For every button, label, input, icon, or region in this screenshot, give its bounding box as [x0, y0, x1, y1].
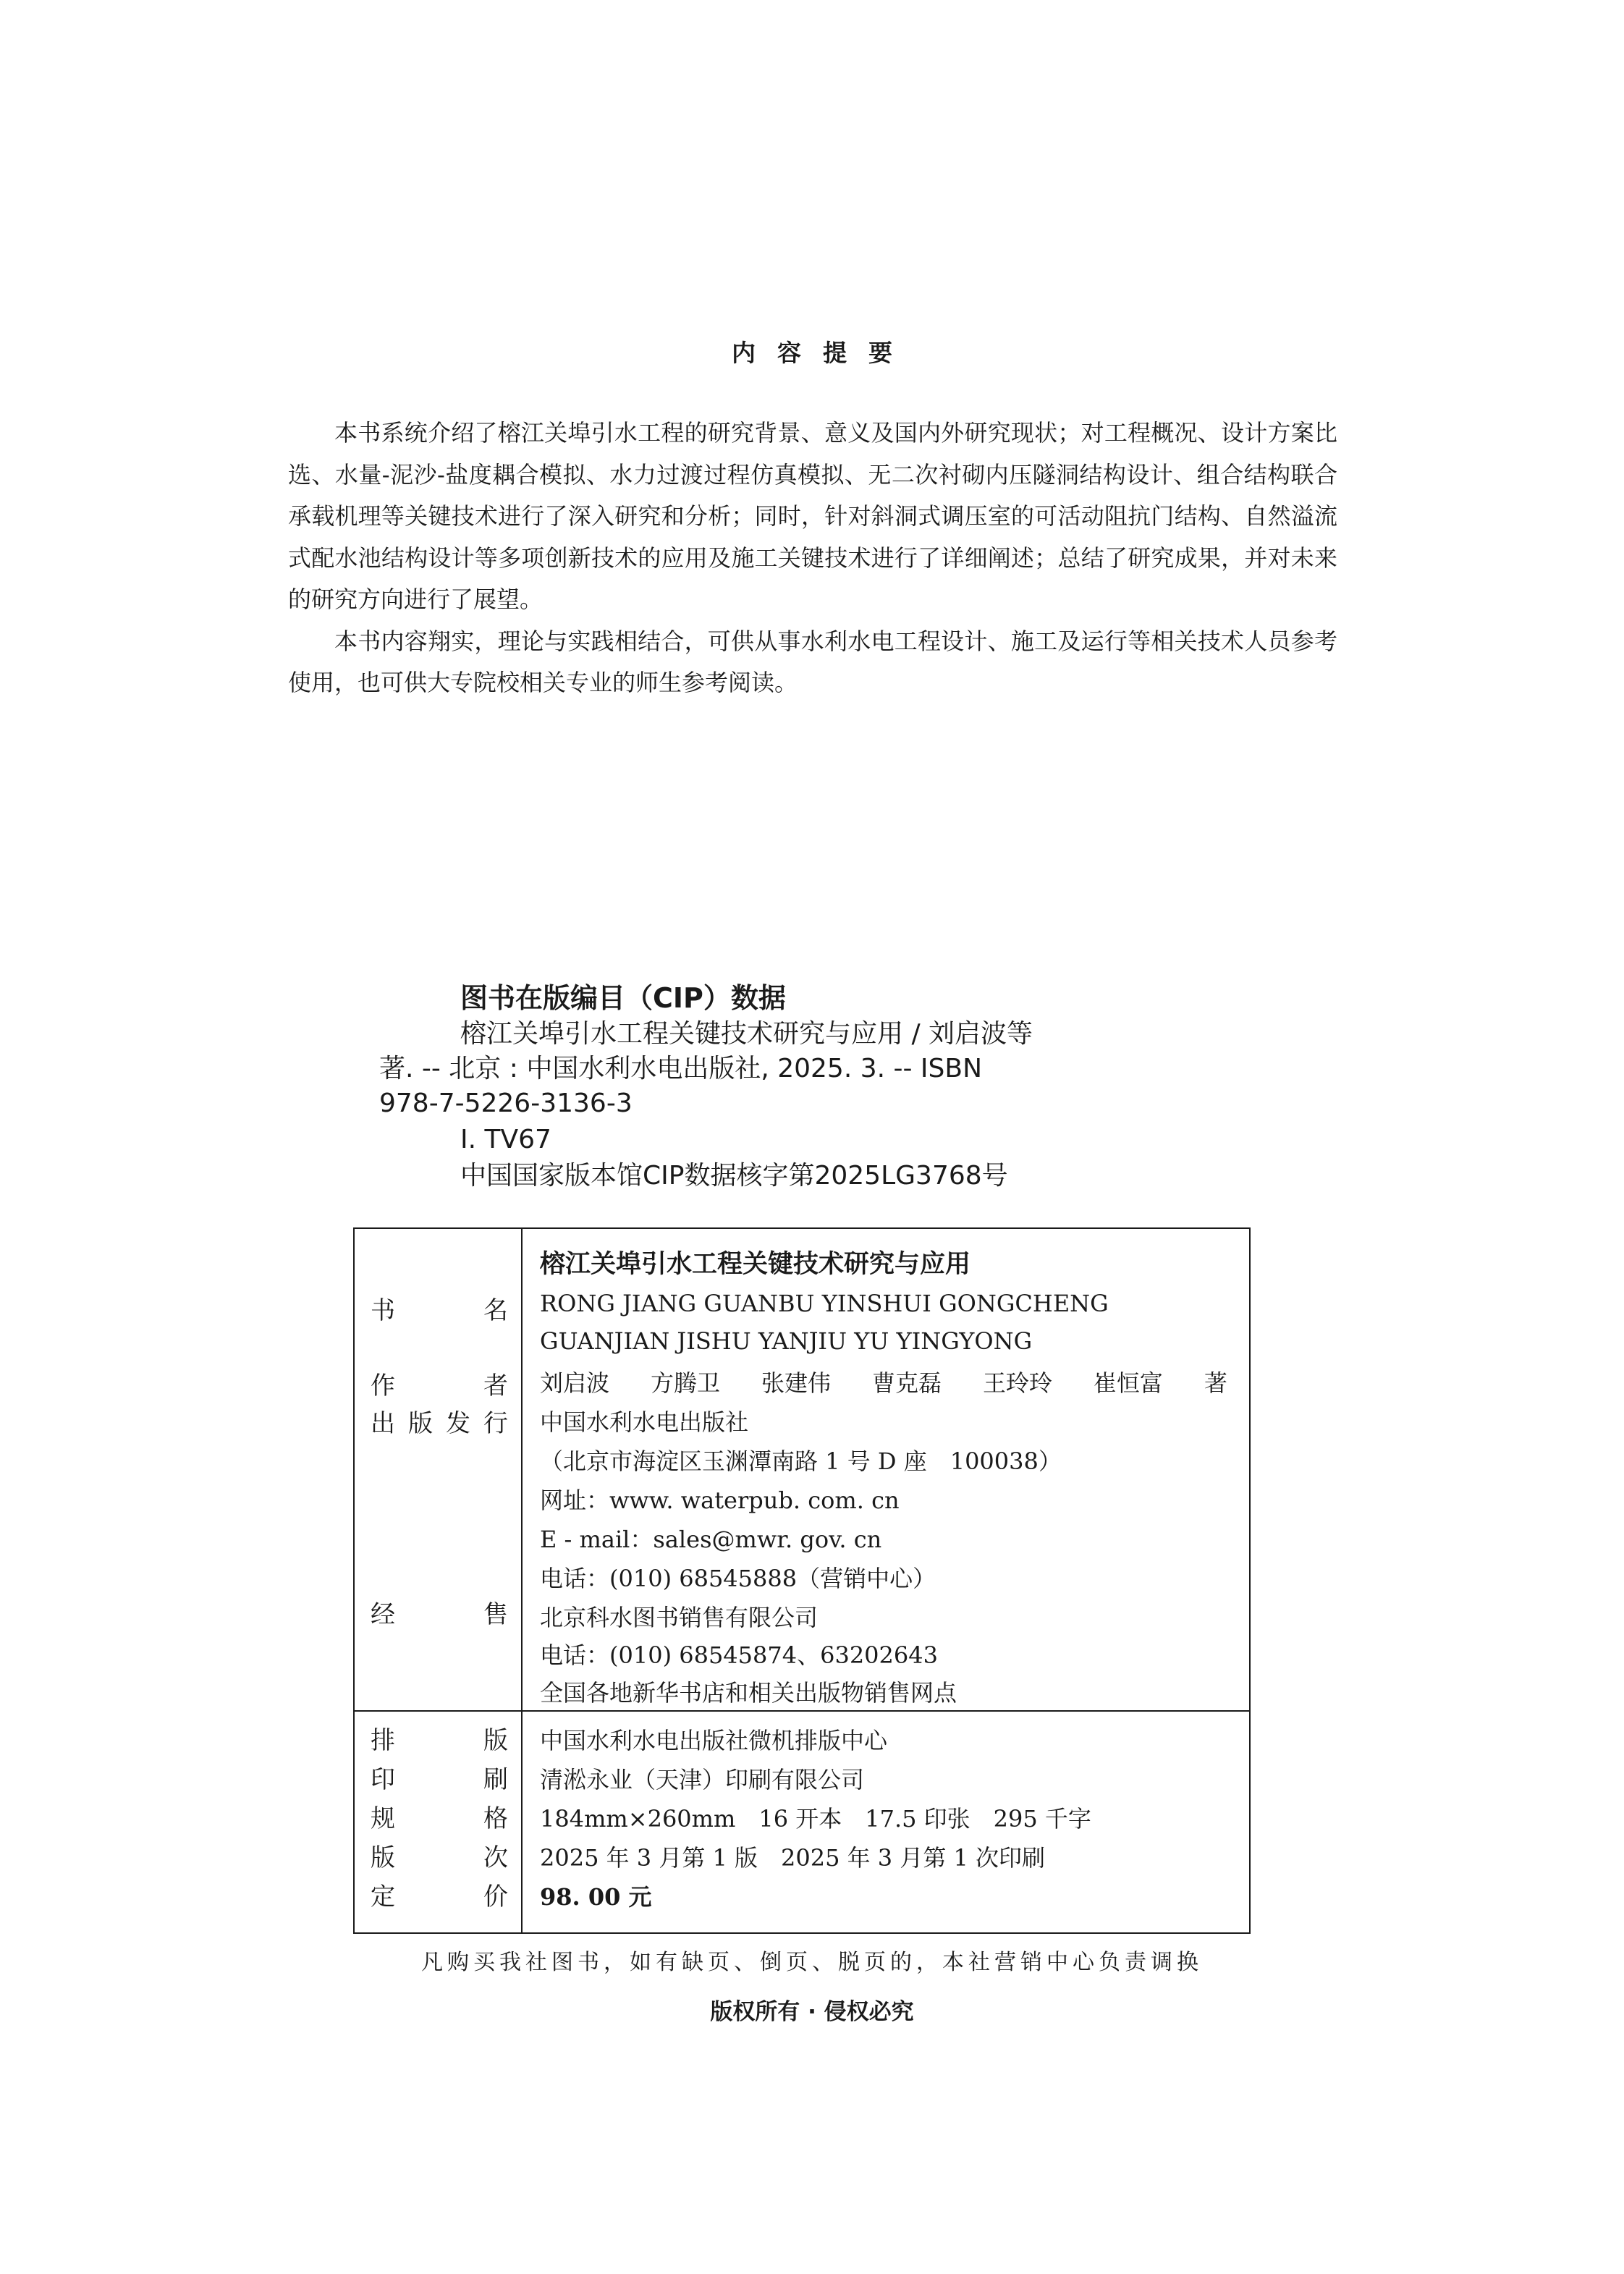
label-char: 作 — [371, 1371, 395, 1400]
label-char: 格 — [483, 1804, 508, 1833]
author-name: 张建伟 — [761, 1369, 831, 1397]
author-suffix: 著 — [1204, 1369, 1227, 1397]
label-char: 价 — [483, 1882, 508, 1911]
seller-label — [371, 1595, 508, 1634]
label-char: 印 — [371, 1765, 395, 1794]
spec-value: 184mm×260mm 16 开本 17.5 印张 295 千字 — [540, 1805, 1091, 1833]
seller-phone: 电话：(010) 68545874、63202643 — [540, 1641, 938, 1669]
label-char: 版 — [408, 1409, 433, 1438]
cip-line-5: 中国国家版本馆CIP数据核字第2025LG3768号 — [460, 1161, 1008, 1191]
publisher-label — [371, 1404, 508, 1443]
label-char: 版 — [371, 1843, 395, 1872]
publisher-email: E - mail：sales@mwr. gov. cn — [540, 1526, 882, 1553]
book-name-label — [371, 1291, 508, 1330]
copyright-table — [353, 1227, 1251, 1934]
seller-network: 全国各地新华书店和相关出版物销售网点 — [540, 1679, 957, 1707]
author-name: 王玲玲 — [982, 1369, 1052, 1397]
label-char: 排 — [371, 1726, 395, 1755]
label-char: 定 — [371, 1882, 395, 1911]
label-char: 发 — [446, 1409, 470, 1438]
book-title-pinyin-1: RONG JIANG GUANBU YINSHUI GONGCHENG — [540, 1290, 1109, 1317]
label-char: 行 — [483, 1409, 508, 1438]
typeset-value: 中国水利水电出版社微机排版中心 — [540, 1727, 888, 1754]
cip-line-1: 榕江关埠引水工程关键技术研究与应用 / 刘启波等 — [460, 1019, 1033, 1049]
label-char: 版 — [483, 1726, 508, 1755]
typeset-label — [371, 1721, 508, 1760]
abstract-paragraph-1: 本书系统介绍了榕江关埠引水工程的研究背景、意义及国内外研究现状；对工程概况、设计方案比选、水量-泥沙-盐度耦合模拟、水力过渡过程仿真模拟、无二次衬砌内压隧洞结构设计、组合结构联合承载机理等关键技术进行了深入研究和分析；同时，针对斜洞式调压室的可活动阻抗门结构、自然溢流式配水池结构设计等多项创新技术的应用及施工关键技术进行了详细阐述；总结了研究成果，并对未来的研究方向进行了展望。 — [288, 419, 1337, 613]
abstract-paragraph-2: 本书内容翔实，理论与实践相结合，可供从事水利水电工程设计、施工及运行等相关技术人员参考使用，也可供大专院校相关专业的师生参考阅读。 — [288, 627, 1337, 696]
abstract-heading: 内容提要 — [732, 339, 914, 367]
price-label — [371, 1877, 508, 1916]
author-name: 曹克磊 — [871, 1369, 942, 1397]
author-label — [371, 1366, 508, 1406]
copyright-notice: 版权所有 · 侵权必究 — [710, 1999, 914, 2025]
label-char: 者 — [483, 1371, 508, 1400]
spec-label — [371, 1799, 508, 1838]
label-char: 次 — [483, 1843, 508, 1872]
publisher-website: 网址：www. waterpub. com. cn — [540, 1487, 900, 1514]
publisher-address: （北京市海淀区玉渊潭南路 1 号 D 座 100038） — [540, 1447, 1062, 1475]
publisher-name: 中国水利水电出版社 — [540, 1408, 749, 1436]
author-name: 崔恒富 — [1093, 1369, 1163, 1397]
label-char: 名 — [483, 1296, 508, 1325]
print-label — [371, 1760, 508, 1799]
edition-label — [371, 1838, 508, 1877]
edition-value: 2025 年 3 月第 1 版 2025 年 3 月第 1 次印刷 — [540, 1844, 1046, 1872]
seller-name: 北京科水图书销售有限公司 — [540, 1604, 819, 1631]
label-char: 售 — [483, 1600, 508, 1629]
author-name: 方腾卫 — [650, 1369, 720, 1397]
cip-line-2: 著. -- 北京 : 中国水利水电出版社, 2025. 3. -- ISBN — [379, 1054, 983, 1083]
label-char: 经 — [371, 1600, 395, 1629]
book-title-cn: 榕江关埠引水工程关键技术研究与应用 — [540, 1250, 971, 1279]
publisher-phone: 电话：(010) 68545888（营销中心） — [540, 1565, 936, 1592]
label-char: 规 — [371, 1804, 395, 1833]
authors — [540, 1364, 1235, 1403]
cip-line-3: 978-7-5226-3136-3 — [379, 1089, 633, 1118]
label-char: 书 — [371, 1296, 395, 1325]
cip-line-4: Ⅰ. TV67 — [460, 1125, 551, 1154]
cip-title: 图书在版编目（CIP）数据 — [460, 982, 786, 1014]
label-char: 刷 — [483, 1765, 508, 1794]
price-value: 98. 00 元 — [540, 1883, 652, 1911]
printer-value: 清淞永业（天津）印刷有限公司 — [540, 1766, 865, 1793]
author-name: 刘启波 — [540, 1369, 610, 1397]
replacement-notice: 凡购买我社图书，如有缺页、倒页、脱页的，本社营销中心负责调换 — [421, 1950, 1203, 1975]
column-divider — [521, 1229, 523, 1932]
label-char: 出 — [371, 1409, 395, 1438]
abstract-body — [288, 413, 1337, 704]
book-title-pinyin-2: GUANJIAN JISHU YANJIU YU YINGYONG — [540, 1327, 1033, 1355]
